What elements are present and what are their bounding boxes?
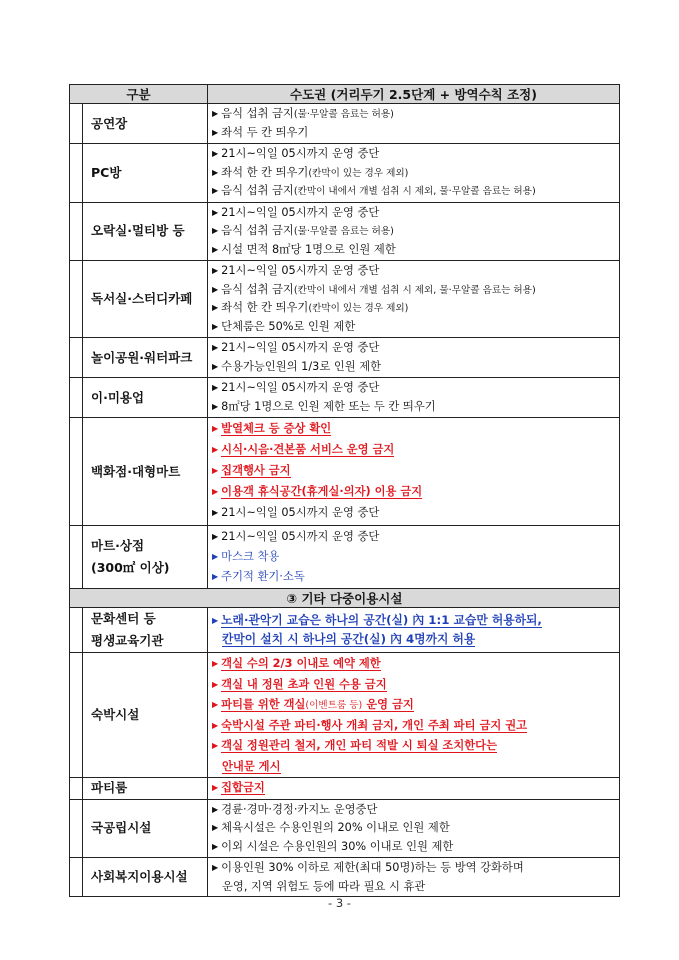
list-item: ▶ 21시~익일 05시까지 운영 중단 xyxy=(212,530,380,543)
category-cell: 독서실·스터디카페 xyxy=(83,261,208,338)
triangle-bullet-icon: ▶ xyxy=(212,401,219,411)
list-item: ▶ 주기적 환기·소독 xyxy=(212,570,305,583)
triangle-bullet-icon: ▶ xyxy=(212,532,219,541)
list-item: ▶ 발열체크 등 증상 확인 xyxy=(212,422,332,435)
triangle-bullet-icon: ▶ xyxy=(212,361,219,371)
table-row xyxy=(70,378,620,418)
triangle-bullet-icon: ▶ xyxy=(212,552,219,561)
description-cell xyxy=(208,104,620,144)
list-item: ▶ 객실 정원관리 철저, 개인 파티 적발 시 퇴실 조치한다는 xyxy=(212,739,497,752)
list-item: ▶ 좌석 한 칸 띄우기(칸막이 있는 경우 제외) xyxy=(212,301,409,314)
table-row-national xyxy=(70,799,620,858)
table-row-welfare xyxy=(70,858,620,897)
triangle-bullet-icon: ▶ xyxy=(212,741,219,750)
description-cell xyxy=(208,378,620,418)
triangle-bullet-icon: ▶ xyxy=(212,863,219,872)
triangle-bullet-icon: ▶ xyxy=(212,303,219,312)
description-cell xyxy=(208,418,620,526)
list-item: ▶ 숙박시설 주관 파티·행사 개최 금지, 개인 주최 파티 금지 권고 xyxy=(212,718,528,732)
triangle-bullet-icon: ▶ xyxy=(212,823,219,832)
list-item: ▶ 좌석 두 칸 띄우기 xyxy=(212,125,309,139)
description-cell xyxy=(208,338,620,378)
list-item: ▶ 마스크 착용 xyxy=(212,550,280,563)
description-cell xyxy=(208,799,620,858)
list-item: ▶ 21시~익일 05시까지 운영 중단 xyxy=(212,147,380,160)
triangle-bullet-icon: ▶ xyxy=(212,720,219,730)
list-item: ▶ 21시~익일 05시까지 운영 중단 xyxy=(212,264,380,277)
triangle-bullet-icon: ▶ xyxy=(212,244,219,254)
list-item: ▶ 21시~익일 05시까지 운영 중단 xyxy=(212,381,380,394)
category-cell: 공연장 xyxy=(83,104,208,144)
triangle-bullet-icon: ▶ xyxy=(212,109,219,118)
list-item: ▶ 단체룸은 50%로 인원 제한 xyxy=(212,319,356,333)
category-cell: 오락실·멀티방 등 xyxy=(83,202,208,261)
list-item: ▶ 21시~익일 05시까지 운영 중단 xyxy=(212,506,380,519)
triangle-bullet-icon: ▶ xyxy=(212,659,219,668)
triangle-bullet-icon: ▶ xyxy=(212,700,219,709)
description-cell xyxy=(208,261,620,338)
table-row-mart xyxy=(70,526,620,589)
triangle-bullet-icon: ▶ xyxy=(212,186,219,195)
table-row xyxy=(70,202,620,261)
category-cell: 문화센터 등 평생교육기관 xyxy=(83,608,208,653)
list-item: ▶ 음식 섭취 금지(칸막이 내에서 개별 섭취 시 제외, 물·무알콜 음료는 허용) xyxy=(212,282,536,296)
description-cell: ▶ 이용인원 30% 이하로 제한(최대 50명)하는 등 방역 강화하며 운영, 지역 위험도 등에 따라 필요 시 휴관 xyxy=(208,858,620,897)
triangle-bullet-icon: ▶ xyxy=(212,487,219,496)
list-item: ▶ 음식 섭취 금지(물·무알콜 음료는 허용) xyxy=(212,107,394,120)
table-row xyxy=(70,261,620,338)
triangle-bullet-icon: ▶ xyxy=(212,284,219,294)
description-cell xyxy=(208,526,620,589)
list-item: ▶ 집객행사 금지 xyxy=(212,464,291,477)
list-item: ▶ 경륜·경마·경정·카지노 운영중단 xyxy=(212,802,378,816)
triangle-bullet-icon: ▶ xyxy=(212,679,219,689)
header-category: 구분 xyxy=(70,85,208,104)
list-item: ▶ 음식 섭취 금지(물·무알콜 음료는 허용) xyxy=(212,224,394,237)
table-row-lodging xyxy=(70,653,620,778)
list-item: ▶ 21시~익일 05시까지 운영 중단 xyxy=(212,341,380,354)
triangle-bullet-icon: ▶ xyxy=(212,226,219,235)
list-item: ▶ 좌석 한 칸 띄우기(칸막이 있는 경우 제외) xyxy=(212,165,409,179)
triangle-bullet-icon: ▶ xyxy=(212,572,219,581)
list-item: ▶ 파티를 위한 객실(이벤트룸 등) 운영 금지 xyxy=(212,698,414,711)
triangle-bullet-icon: ▶ xyxy=(212,167,219,177)
triangle-bullet-icon: ▶ xyxy=(212,783,219,792)
category-cell: 파티룸 xyxy=(83,778,208,800)
list-item: ▶ 객실 내 정원 초과 인원 수용 금지 xyxy=(212,677,387,691)
description-cell xyxy=(208,202,620,261)
table-row-culture xyxy=(70,608,620,653)
table-row xyxy=(70,144,620,203)
category-cell: 이·미용업 xyxy=(83,378,208,418)
list-item: ▶ 이용객 휴식공간(휴게실·의자) 이용 금지 xyxy=(212,485,423,498)
section-title: ③ 기타 다중이용시설 xyxy=(70,589,620,608)
page-number: - 3 - xyxy=(328,896,351,910)
triangle-bullet-icon: ▶ xyxy=(212,383,219,392)
list-item: ▶ 시설 면적 8㎡당 1명으로 인원 제한 xyxy=(212,242,396,256)
list-item: ▶ 수용가능인원의 1/3로 인원 제한 xyxy=(212,359,382,373)
triangle-bullet-icon: ▶ xyxy=(212,266,219,275)
triangle-bullet-icon: ▶ xyxy=(212,445,219,454)
description-cell xyxy=(208,144,620,203)
triangle-bullet-icon: ▶ xyxy=(212,841,219,851)
description-cell: ▶ 노래·관악기 교습은 하나의 공간(실) 內 1:1 교습만 허용하되, 칸막이 설치 시 하나의 공간(실) 內 4명까지 허용 xyxy=(208,608,620,653)
category-cell: 놀이공원·워터파크 xyxy=(83,338,208,378)
section-header-row xyxy=(70,589,620,608)
list-item: ▶ 체육시설은 수용인원의 20% 이내로 인원 제한 xyxy=(212,821,450,834)
table-row xyxy=(70,338,620,378)
category-cell: 마트·상점 (300㎡ 이상) xyxy=(83,526,208,589)
list-item: ▶ 객실 수의 2/3 이내로 예약 제한 xyxy=(212,657,381,670)
list-item: ▶ 8㎡당 1명으로 인원 제한 또는 두 칸 띄우기 xyxy=(212,399,436,413)
category-cell: PC방 xyxy=(83,144,208,203)
category-cell: 사회복지이용시설 xyxy=(83,858,208,897)
category-cell: 국공립시설 xyxy=(83,799,208,858)
triangle-bullet-icon: ▶ xyxy=(212,616,219,625)
list-item: ▶ 이외 시설은 수용인원의 30% 이내로 인원 제한 xyxy=(212,839,454,853)
table-header-row xyxy=(70,85,620,104)
description-cell: ▶ 객실 수의 2/3 이내로 예약 제한 ▶ 객실 내 정원 초과 인원 수용 금지 ▶ 파티를 위한 객실(이벤트룸 등) 운영 금지 ▶ 숙박시설 주관 파티·행사 개최 금지, 개인 주최 파티 금지 권고 ▶ 객실 정원관리 철저, 개인 파티 적발 시 퇴실 조치한다는 안내문 게시 xyxy=(208,653,620,778)
table-row-party-room xyxy=(70,778,620,800)
triangle-bullet-icon: ▶ xyxy=(212,343,219,352)
header-description: 수도권 (거리두기 2.5단계 + 방역수칙 조정) xyxy=(208,85,620,104)
category-cell: 백화점·대형마트 xyxy=(83,418,208,526)
triangle-bullet-icon: ▶ xyxy=(212,466,219,475)
description-cell: ▶ 집합금지 xyxy=(208,778,620,800)
triangle-bullet-icon: ▶ xyxy=(212,508,219,517)
triangle-bullet-icon: ▶ xyxy=(212,127,219,137)
list-item: ▶ 21시~익일 05시까지 운영 중단 xyxy=(212,205,380,219)
list-item: ▶ 시식·시음·견본품 서비스 운영 금지 xyxy=(212,443,395,456)
category-cell: 숙박시설 xyxy=(83,653,208,778)
triangle-bullet-icon: ▶ xyxy=(212,321,219,331)
triangle-bullet-icon: ▶ xyxy=(212,149,219,158)
triangle-bullet-icon: ▶ xyxy=(212,424,219,433)
measures-table xyxy=(69,84,620,897)
triangle-bullet-icon: ▶ xyxy=(212,207,219,217)
list-item: ▶ 음식 섭취 금지(칸막이 내에서 개별 섭취 시 제외, 물·무알콜 음료는 허용) xyxy=(212,184,536,197)
triangle-bullet-icon: ▶ xyxy=(212,804,219,814)
table-row xyxy=(70,104,620,144)
table-row-dept-store xyxy=(70,418,620,526)
